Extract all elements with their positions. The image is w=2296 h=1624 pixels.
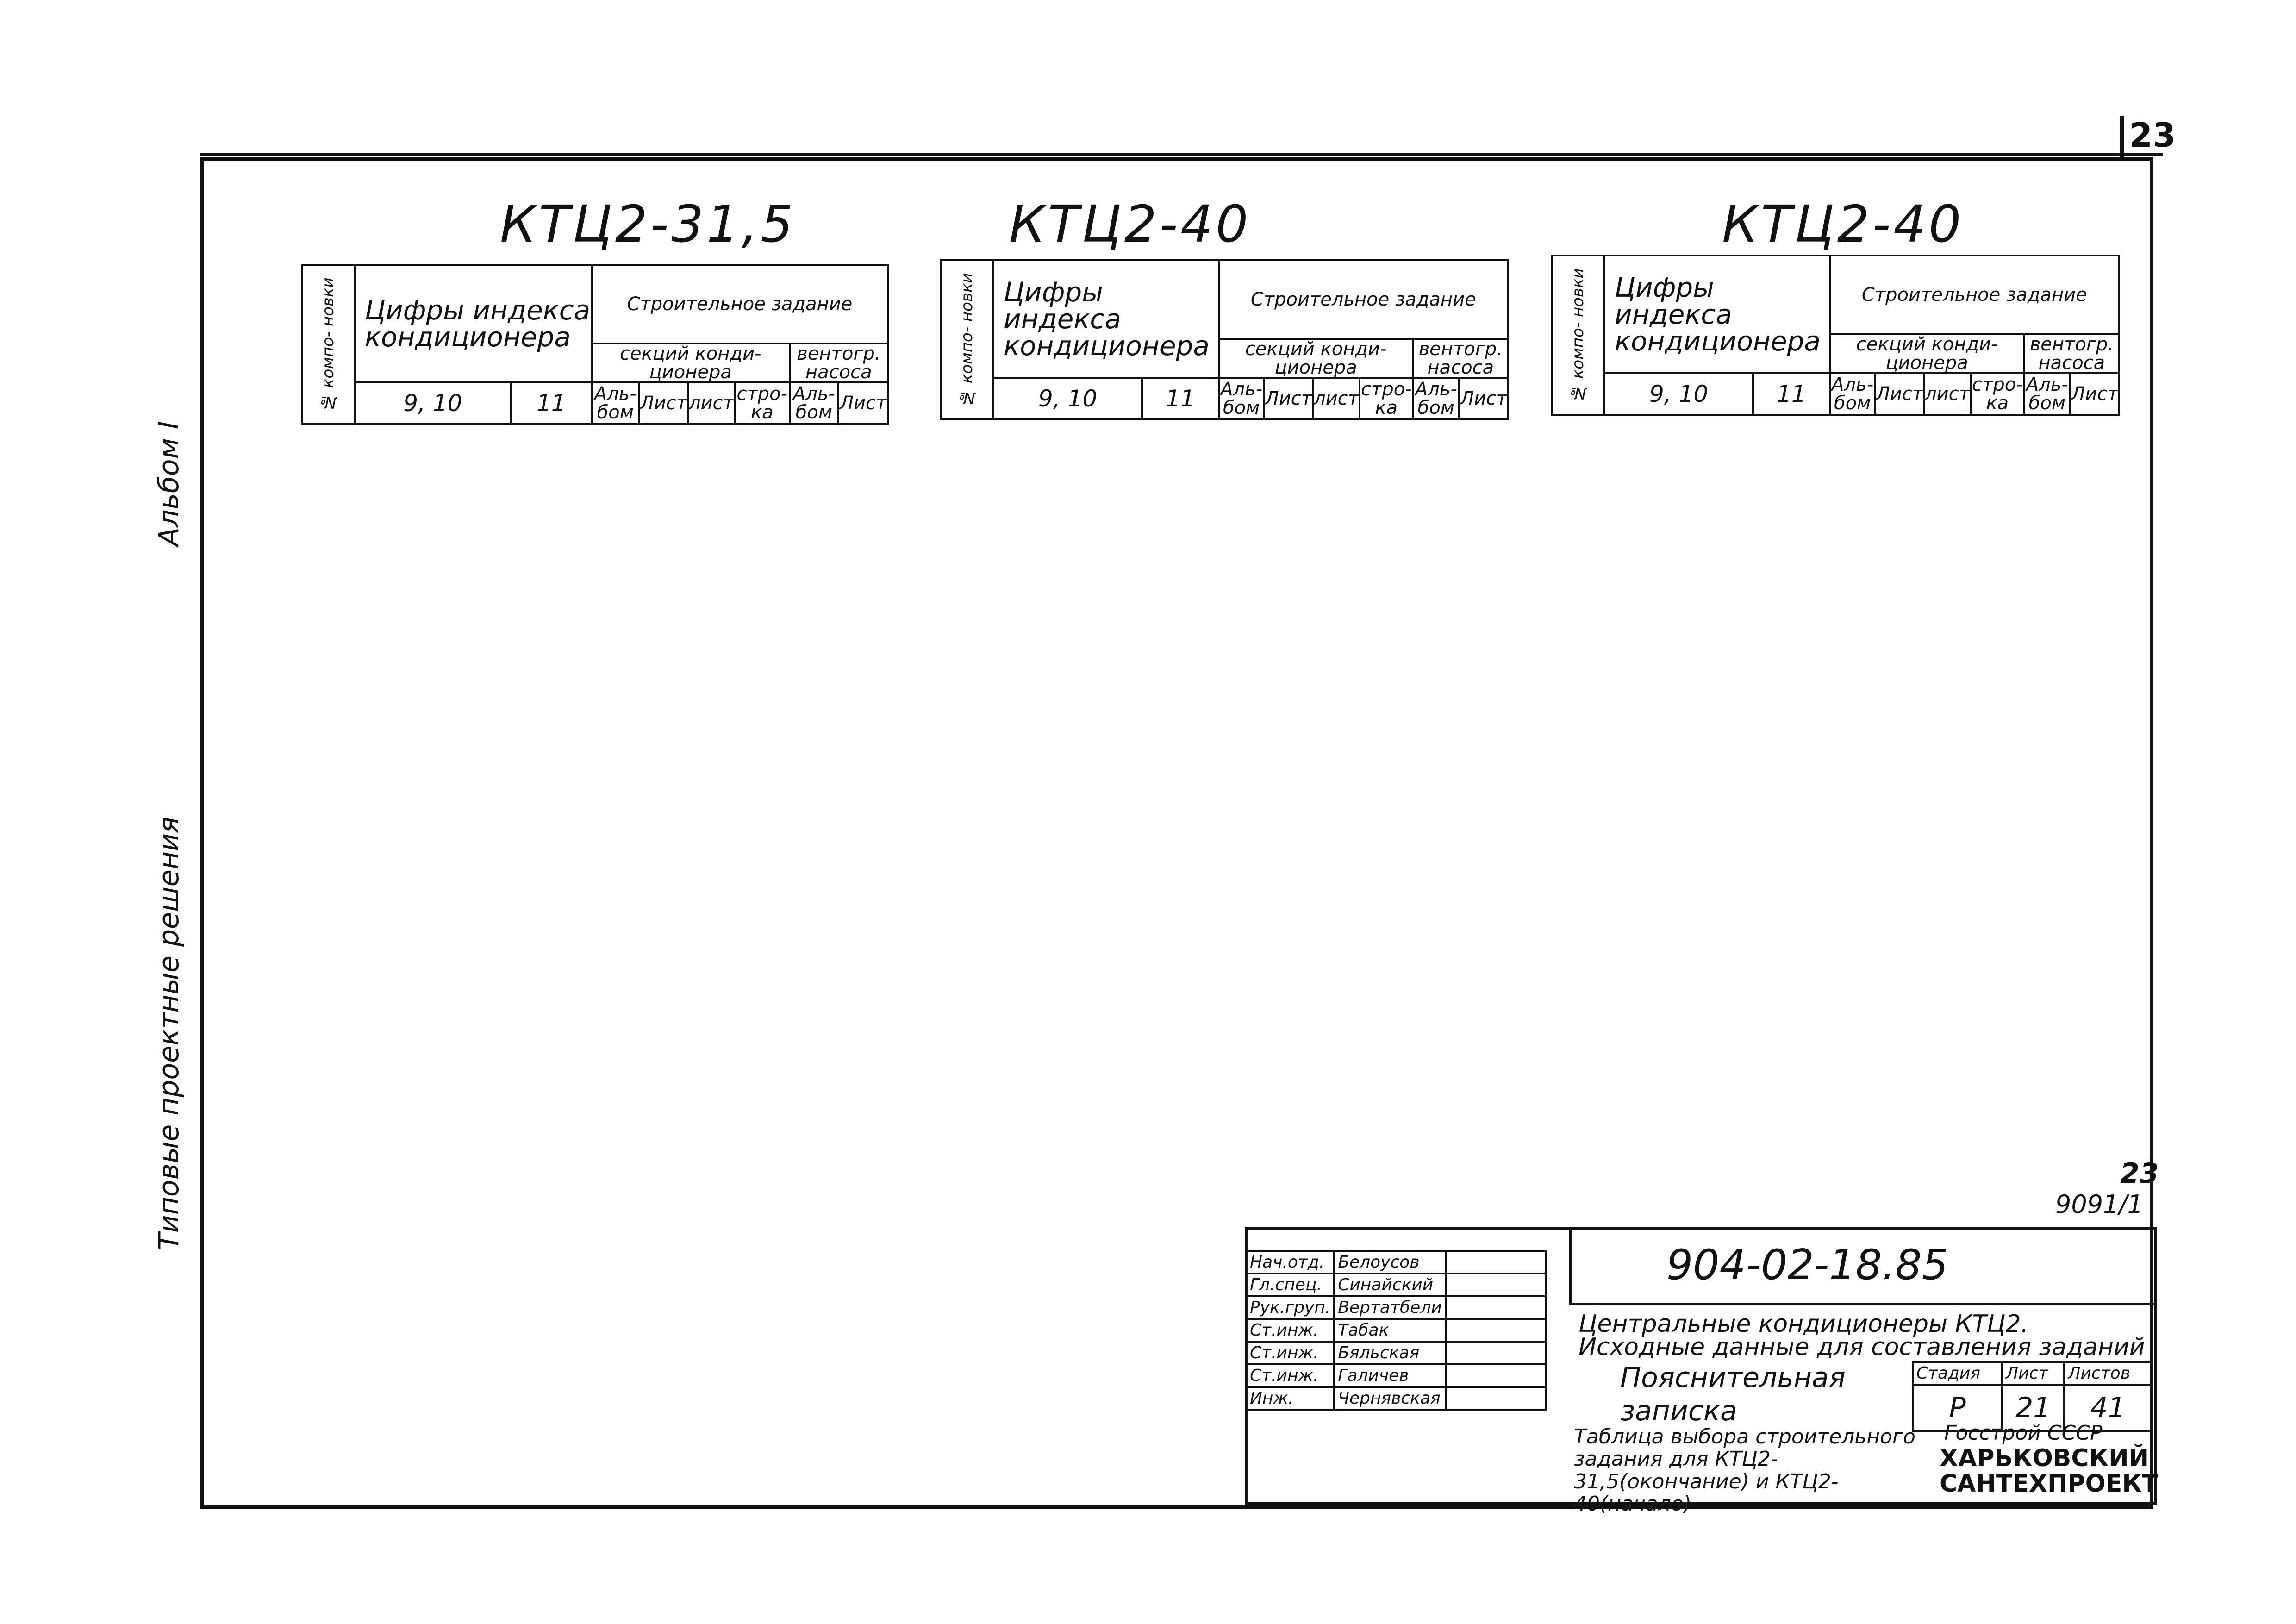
name: Вертатбели bbox=[1334, 1296, 1445, 1319]
signature bbox=[1446, 1342, 1546, 1364]
corner-code: 9091/1 bbox=[2055, 1190, 2143, 1219]
col-header-task: Строительное задание bbox=[1219, 260, 1508, 339]
stamp-doc: Пояснительная записка bbox=[1620, 1362, 1846, 1427]
title-1: КТЦ2-31,5 bbox=[500, 194, 796, 254]
table-ktc2-40-a bbox=[940, 259, 1509, 1203]
sheet-label: Лист bbox=[2002, 1362, 2064, 1385]
col-sheet2: Лист bbox=[2070, 373, 2119, 415]
col-sheet: Лист bbox=[1264, 378, 1313, 419]
org-1: Госстрой СССР bbox=[1944, 1421, 2103, 1445]
title-3: КТЦ2-40 bbox=[1722, 194, 1964, 254]
role: Ст.инж. bbox=[1246, 1364, 1334, 1387]
col-tsheet: лист bbox=[1313, 378, 1360, 419]
col-header-fan: вентогр. насоса bbox=[790, 344, 888, 382]
org-2: ХАРЬКОВСКИЙ bbox=[1940, 1444, 2149, 1472]
table-ktc2-40-b bbox=[1551, 255, 2120, 1203]
name: Галичев bbox=[1334, 1364, 1445, 1387]
col-sheet: Лист bbox=[639, 382, 688, 424]
stage-label: Стадия bbox=[1913, 1362, 2002, 1385]
col-header-task: Строительное задание bbox=[1830, 256, 2119, 334]
name: Бяльская bbox=[1334, 1342, 1445, 1364]
col-header-num: № компо- новки bbox=[941, 260, 993, 419]
col-row: стро- ка bbox=[1360, 378, 1413, 419]
title-2: КТЦ2-40 bbox=[1009, 194, 1251, 254]
side-album: Альбом I bbox=[153, 421, 185, 546]
col-header-task: Строительное задание bbox=[592, 265, 888, 344]
col-album: Аль- бом bbox=[1830, 373, 1875, 415]
col-tsheet: лист bbox=[1924, 373, 1971, 415]
name: Белоусов bbox=[1334, 1251, 1445, 1274]
col-row: стро- ка bbox=[1971, 373, 2024, 415]
col-9-10: 9, 10 bbox=[355, 382, 511, 424]
sheet-value: 21 bbox=[2002, 1385, 2064, 1431]
stamp-caption: Таблица выбора строительного задания для КТЦ2-31,5(окончание) и КТЦ2-40(начало) bbox=[1574, 1425, 1915, 1516]
col-album: Аль- бом bbox=[592, 382, 639, 424]
name: Синайский bbox=[1334, 1274, 1445, 1296]
col-header-digits: Цифры индекса кондиционера bbox=[1604, 256, 1830, 373]
role: Рук.груп. bbox=[1246, 1296, 1334, 1319]
col-header-sections: секций конди- ционера bbox=[1219, 339, 1413, 378]
col-9-10: 9, 10 bbox=[993, 378, 1142, 419]
side-series: Типовые проектные решения bbox=[153, 816, 185, 1250]
col-album2: Аль- бом bbox=[1413, 378, 1459, 419]
col-sheet2: Лист bbox=[838, 382, 888, 424]
sheets-value: 41 bbox=[2064, 1385, 2152, 1431]
role: Ст.инж. bbox=[1246, 1319, 1334, 1342]
col-tsheet: лист bbox=[688, 382, 735, 424]
col-sheet2: Лист bbox=[1459, 378, 1508, 419]
signature bbox=[1446, 1387, 1546, 1410]
col-header-fan: вентогр. насоса bbox=[1413, 339, 1508, 378]
col-11: 11 bbox=[1753, 373, 1829, 415]
col-header-sections: секций конди- ционера bbox=[592, 344, 790, 382]
role: Нач.отд. bbox=[1246, 1251, 1334, 1274]
frame-top-line bbox=[200, 153, 2163, 156]
name: Чернявская bbox=[1334, 1387, 1445, 1410]
col-album: Аль- бом bbox=[1219, 378, 1264, 419]
table-ktc2-31-5 bbox=[301, 264, 889, 1212]
stamp-project: Центральные кондиционеры КТЦ2. bbox=[1578, 1310, 2029, 1338]
col-header-fan: вентогр. насоса bbox=[2024, 334, 2119, 373]
col-row: стро- ка bbox=[735, 382, 790, 424]
stage-value: Р bbox=[1913, 1385, 2002, 1431]
page-number: 23 bbox=[2129, 116, 2176, 155]
signature bbox=[1446, 1251, 1546, 1274]
col-11: 11 bbox=[511, 382, 592, 424]
signature bbox=[1446, 1296, 1546, 1319]
col-11: 11 bbox=[1142, 378, 1218, 419]
sheets-label: Листов bbox=[2064, 1362, 2152, 1385]
signature bbox=[1446, 1319, 1546, 1342]
col-header-sections: секций конди- ционера bbox=[1830, 334, 2024, 373]
role: Гл.спец. bbox=[1246, 1274, 1334, 1296]
col-album2: Аль- бом bbox=[790, 382, 838, 424]
stamp-subject: Исходные данные для составления заданий bbox=[1578, 1333, 2145, 1361]
role: Ст.инж. bbox=[1246, 1342, 1334, 1364]
col-header-digits: Цифры индекса кондиционера bbox=[355, 265, 592, 382]
signature bbox=[1446, 1274, 1546, 1296]
col-header-num: № компо- новки bbox=[1552, 256, 1604, 415]
signatures-table bbox=[1245, 1250, 1547, 1411]
page-number-mark bbox=[2120, 116, 2124, 157]
org-3: САНТЕХПРОЕКТ bbox=[1940, 1470, 2159, 1498]
col-header-digits: Цифры индекса кондиционера bbox=[993, 260, 1219, 378]
col-9-10: 9, 10 bbox=[1604, 373, 1753, 415]
stamp-code: 904-02-18.85 bbox=[1666, 1241, 1948, 1289]
name: Табак bbox=[1334, 1319, 1445, 1342]
role: Инж. bbox=[1246, 1387, 1334, 1410]
col-sheet: Лист bbox=[1875, 373, 1924, 415]
col-album2: Аль- бом bbox=[2024, 373, 2070, 415]
col-header-num: № компо- новки bbox=[302, 265, 355, 424]
signature bbox=[1446, 1364, 1546, 1387]
corner-num: 23 bbox=[2120, 1157, 2159, 1190]
